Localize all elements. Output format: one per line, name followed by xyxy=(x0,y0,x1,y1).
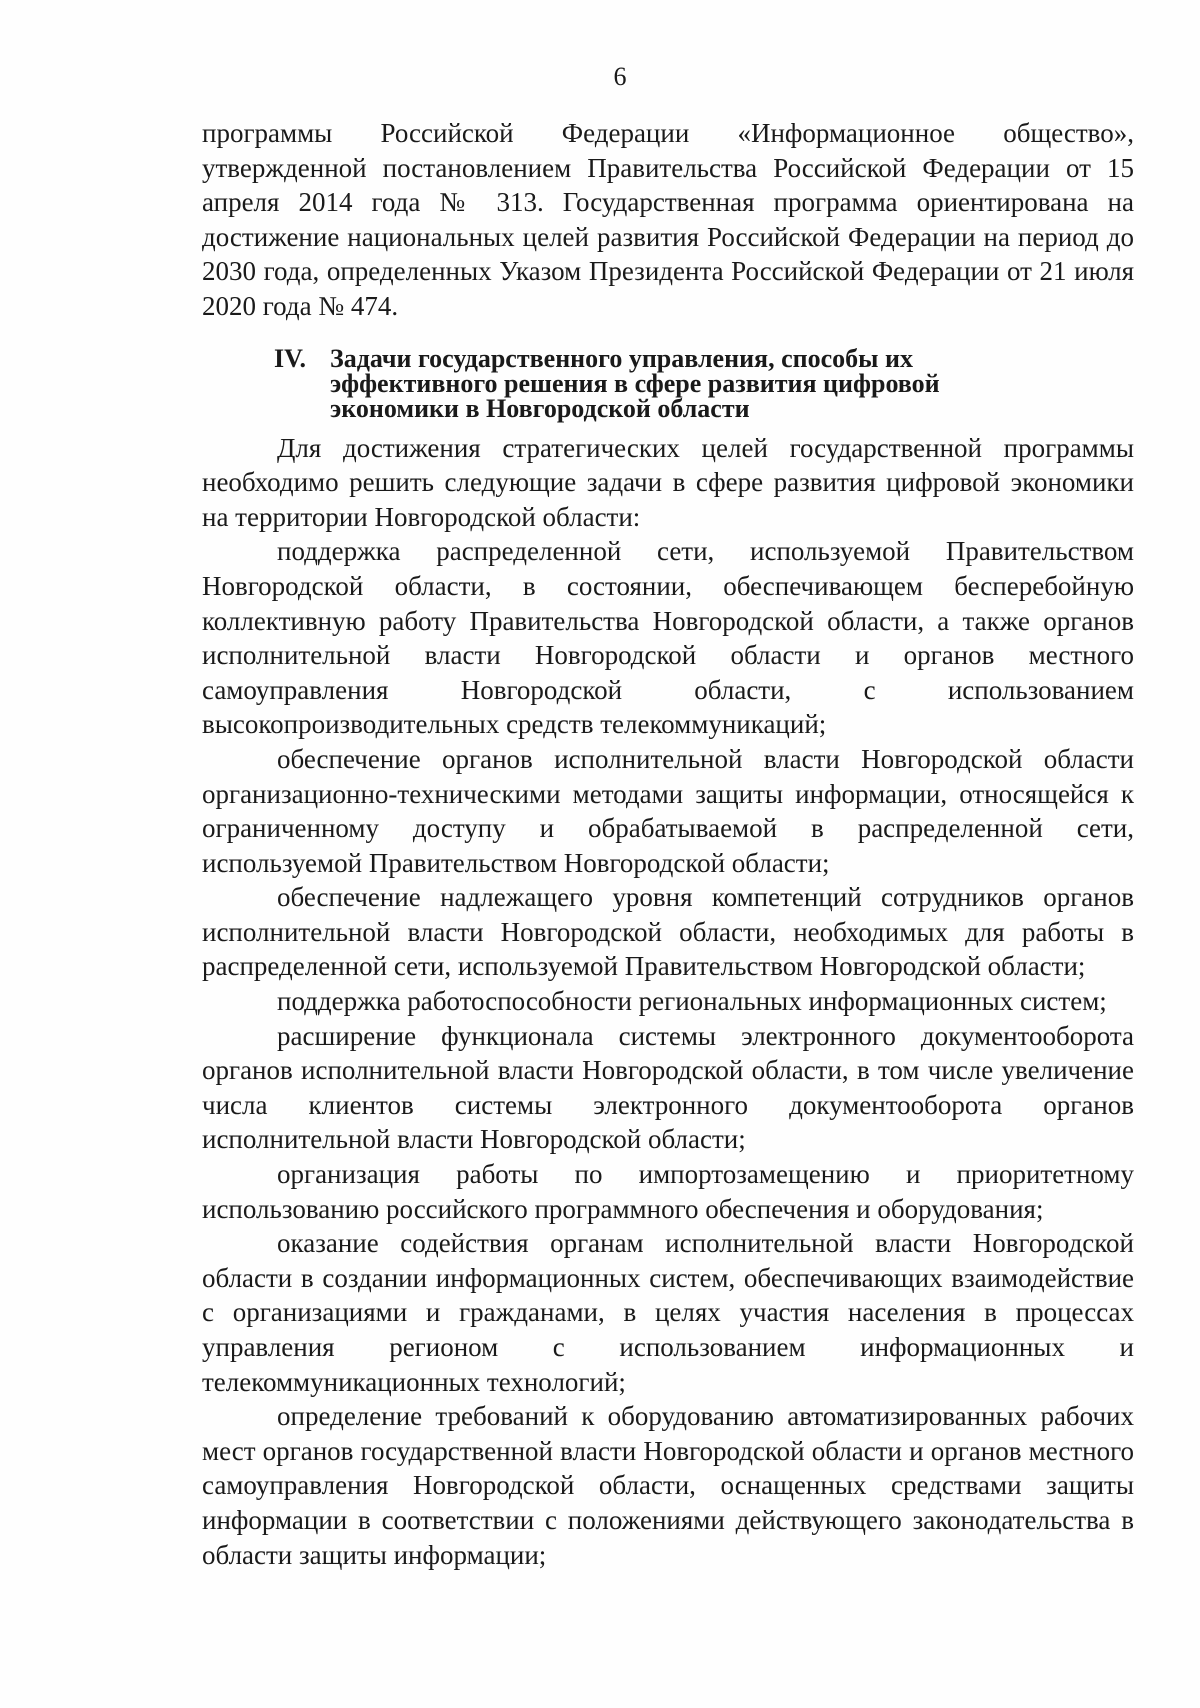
task-item: расширение функционала системы электронного документооборота органов исполнительной власти Новгородской области, в том числе увеличение числа клиентов системы электронного документооборота органов исполнительной власти Новгородской области; xyxy=(202,1020,1134,1155)
document-body xyxy=(202,116,1134,1572)
task-item: определение требований к оборудованию автоматизированных рабочих мест органов государственной власти Новгородской области и органов местного самоуправления Новгородской области, оснащенных средствами защиты информации в соответствии с положениями действующего законодательства в области защиты информации; xyxy=(202,1401,1134,1570)
task-item: обеспечение органов исполнительной власти Новгородской области организационно-техническими методами защиты информации, относящейся к ограниченному доступу и обрабатываемой в распределенной сети, используемой Правительством Новгородской области; xyxy=(202,743,1134,878)
task-item: оказание содействия органам исполнительной власти Новгородской области в создании информационных систем, обеспечивающих взаимодействие с организациями и гражданами, в целях участия населения в процессах управления регионом с использованием информационных и телекоммуникационных технологий; xyxy=(202,1228,1134,1397)
lead-paragraph: Для достижения стратегических целей государственной программы необходимо решить следующие задачи в сфере развития цифровой экономики на территории Новгородской области: xyxy=(202,432,1134,532)
task-item: поддержка распределенной сети, используемой Правительством Новгородской области, в состоянии, обеспечивающем бесперебойную коллективную работу Правительства Новгородской области, а также органов исполнительной власти Новгородской области и органов местного самоуправления Новгородской области, с использованием высокопроизводительных средств телекоммуникаций; xyxy=(202,536,1134,740)
task-item: поддержка работоспособности региональных информационных систем; xyxy=(277,986,1107,1017)
task-item: обеспечение надлежащего уровня компетенций сотрудников органов исполнительной власти Новгородской области, необходимых для работы в распределенной сети, используемой Правительством Новгородской области; xyxy=(202,882,1134,982)
section-heading xyxy=(202,343,1134,423)
section-number: IV. xyxy=(274,343,307,373)
section-title: Задачи государственного управления, способы их эффективного решения в сфере развития цифровой экономики в Новгородской области xyxy=(330,343,940,423)
task-item: организация работы по импортозамещению и приоритетному использованию российского программного обеспечения и оборудования; xyxy=(202,1159,1134,1224)
page-number: 6 xyxy=(613,62,627,91)
intro-paragraph: программы Российской Федерации «Информационное общество», утвержденной постановлением Правительства Российской Федерации от 15 апреля 2014 года № 313. Государственная программа ориентирована на достижение национальных целей развития Российской Федерации на период до 2030 года, определенных Указом Президента Российской Федерации от 21 июля 2020 года № 474. xyxy=(202,118,1134,321)
